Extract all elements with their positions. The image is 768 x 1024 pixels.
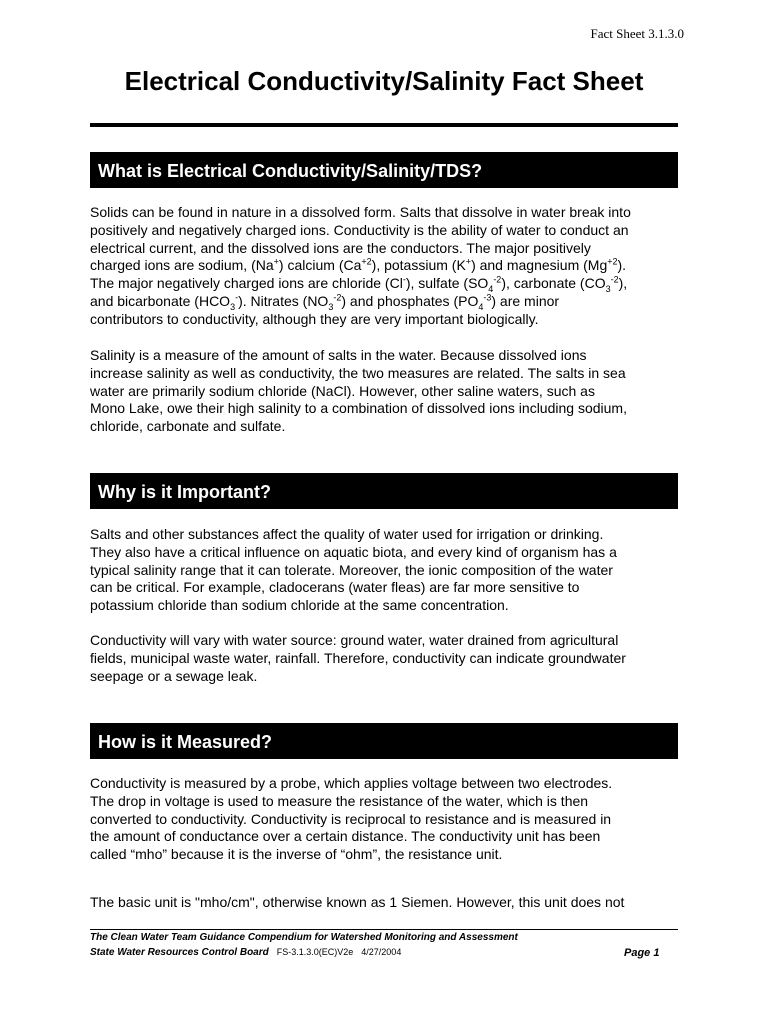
text-line: They also have a critical influence on aquatic biota, and every kind of organism has a xyxy=(90,543,617,560)
text-line: electrical current, and the dissolved ions are the conductors. The major positively xyxy=(90,239,591,256)
text-line: Solids can be found in nature in a dissolved form. Salts that dissolve in water break into xyxy=(90,204,631,220)
text-line: Salinity is a measure of the amount of salts in the water. Because dissolved ions xyxy=(90,347,587,363)
page-number: Page 1 xyxy=(624,947,660,959)
section-heading: How is it Measured? xyxy=(90,723,678,759)
footer-board xyxy=(90,947,401,958)
text-line: chloride, carbonate and sulfate. xyxy=(90,418,286,435)
footer-rule xyxy=(90,929,678,930)
text-line: positively and negatively charged ions. Conductivity is the ability of water to conduct an xyxy=(90,221,629,238)
title-rule xyxy=(90,123,678,127)
footer-board-name: State Water Resources Control Board xyxy=(90,947,269,958)
text-line: charged ions are sodium, (Na+) calcium $(Ca^{+2})$, potassium (K+) and magnesium $(Mg^{+2})$. xyxy=(90,256,627,274)
section-heading: Why is it Important? xyxy=(90,473,678,509)
superscript: -2 xyxy=(493,274,502,285)
subscript: 4 xyxy=(478,301,484,312)
text-line: converted to conductivity. Conductivity is reciprocal to resistance and is measured in xyxy=(90,810,612,827)
footer-date: 4/27/2004 xyxy=(361,947,402,957)
subscript: 3 xyxy=(328,301,334,312)
text-line: called “mho” because it is the inverse of “ohm”, the resistance unit. xyxy=(90,846,503,863)
paragraph xyxy=(90,894,690,912)
superscript: -2 xyxy=(610,274,619,285)
text-line: The major negatively charged ions are chloride (Cl-), sulfate $(SO_4^{-2})$, carbonate $(CO_3^{-2})$, xyxy=(90,274,628,294)
superscript: - xyxy=(235,292,239,303)
paragraph xyxy=(90,632,690,685)
text-line: Conductivity is measured by a probe, which applies voltage between two electrodes. xyxy=(90,775,613,791)
footer-code: FS-3.1.3.0(EC)V2e xyxy=(276,947,354,957)
superscript: + xyxy=(465,256,472,267)
fact-sheet-number: Fact Sheet 3.1.3.0 xyxy=(590,26,684,41)
superscript: + xyxy=(273,256,279,267)
superscript: - xyxy=(402,274,406,285)
superscript: -2 xyxy=(333,292,342,303)
paragraph xyxy=(90,347,690,436)
text-line: Salts and other substances affect the quality of water used for irrigation or drinking. xyxy=(90,526,604,542)
text-line: fields, municipal waste water, rainfall. Therefore, conductivity can indicate groundwater xyxy=(90,649,626,666)
text-line: water are primarily sodium chloride (NaCl). However, other saline waters, such as xyxy=(90,382,595,399)
superscript: +2 xyxy=(607,256,618,267)
text-line: potassium chloride than sodium chloride at the same concentration. xyxy=(90,597,509,614)
subscript: 3 xyxy=(605,283,611,294)
text-line: and bicarbonate $(HCO_3^-)$. Nitrates $(NO_3^{-2})$ and phosphates $(PO_4^{-3})$ are minor xyxy=(90,292,560,312)
text-line: increase salinity as well as conductivity, the two measures are related. The salts in sea xyxy=(90,364,626,381)
superscript: -3 xyxy=(483,292,492,303)
page-title: Electrical Conductivity/Salinity Fact Sheet xyxy=(124,66,644,96)
text-line: seepage or a sewage leak. xyxy=(90,667,258,684)
paragraph xyxy=(90,526,690,615)
subscript: 4 xyxy=(488,283,494,294)
text-line: contributors to conductivity, although they are very important biologically. xyxy=(90,310,539,327)
text-line: The drop in voltage is used to measure the resistance of the water, which is then xyxy=(90,792,589,809)
text-line: can be critical. For example, cladocerans (water fleas) are far more sensitive to xyxy=(90,579,580,596)
text-line: Mono Lake, owe their high salinity to a combination of dissolved ions including sodium, xyxy=(90,400,627,417)
text-line: The basic unit is "mho/cm", otherwise known as 1 Siemen. However, this unit does not xyxy=(90,894,625,910)
text-line: typical salinity range that it can tolerate. Moreover, the ionic composition of the water xyxy=(90,561,613,578)
section-heading: What is Electrical Conductivity/Salinity/TDS? xyxy=(90,152,678,188)
paragraph xyxy=(90,204,690,329)
paragraph xyxy=(90,775,690,864)
footer-compendium: The Clean Water Team Guidance Compendium for Watershed Monitoring and Assessment xyxy=(90,932,518,943)
superscript: +2 xyxy=(361,256,372,267)
text-line: the amount of conductance over a certain distance. The conductivity unit has been xyxy=(90,828,601,845)
subscript: 3 xyxy=(230,301,236,312)
text-line: Conductivity will vary with water source: ground water, water drained from agricultural xyxy=(90,632,619,648)
